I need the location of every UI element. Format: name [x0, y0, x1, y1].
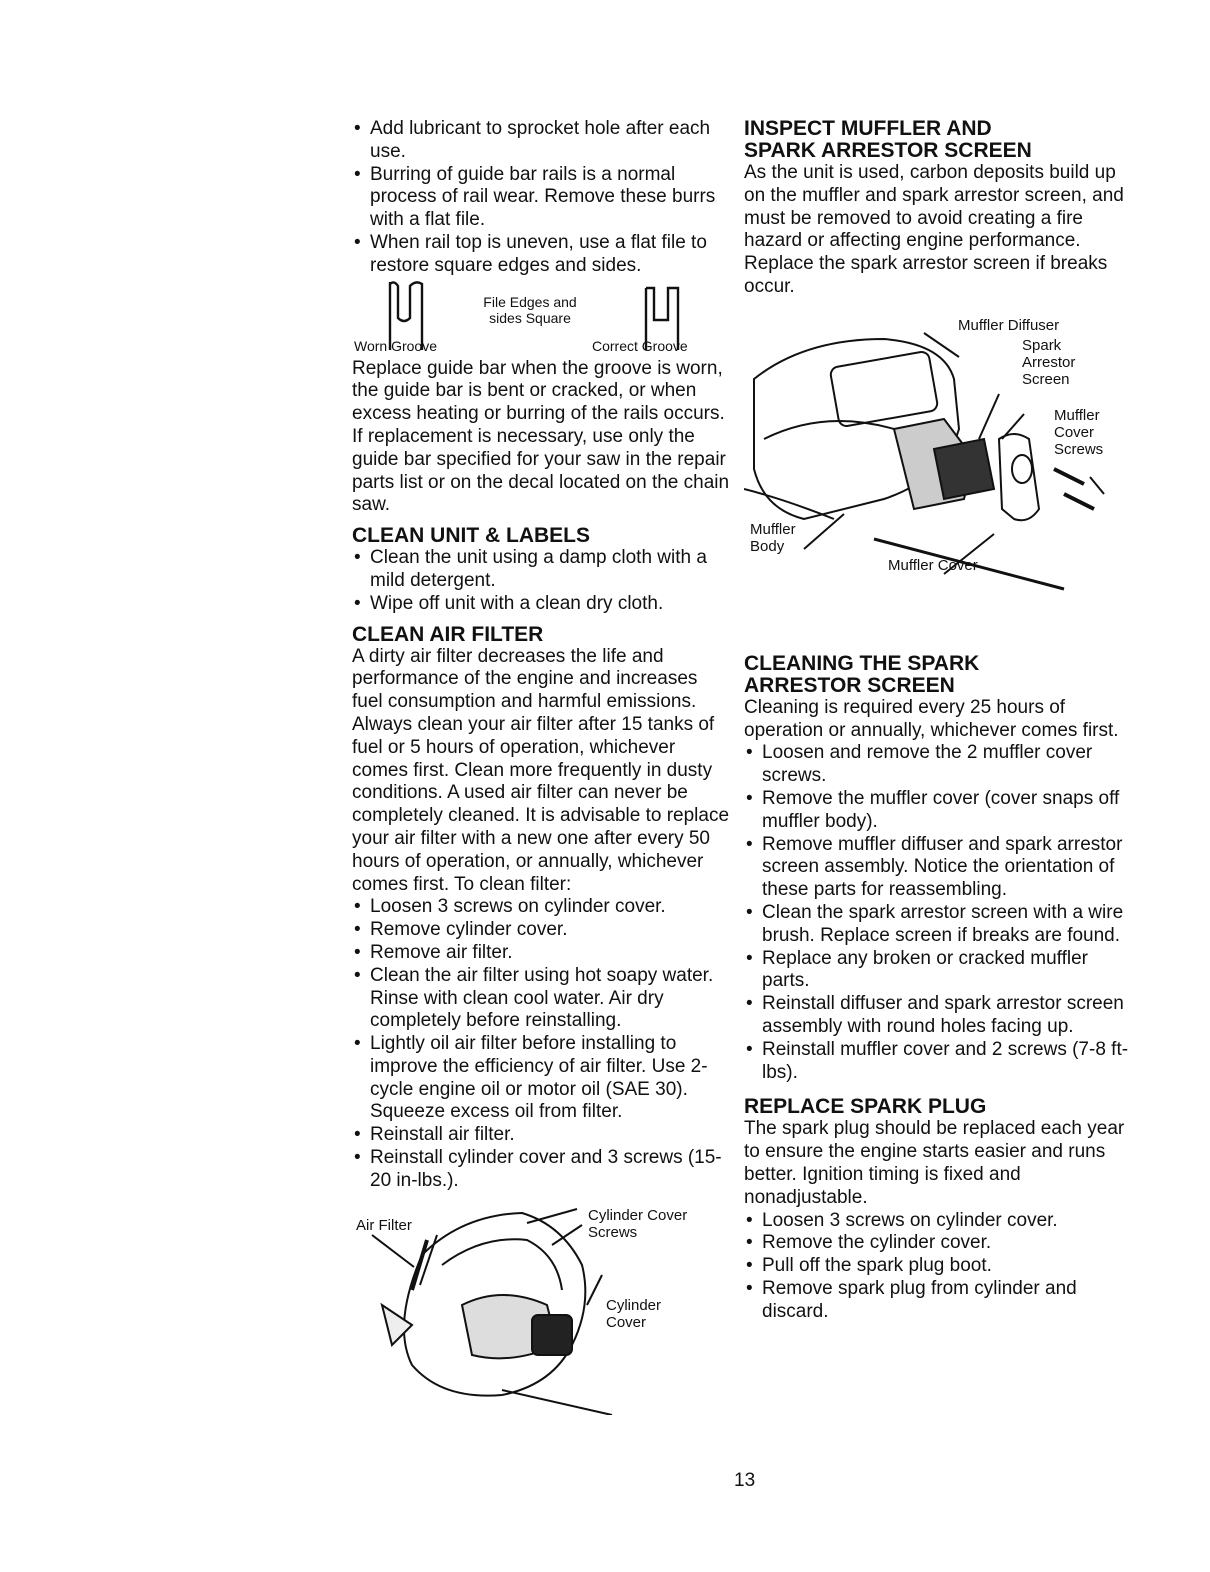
list-item: • Remove the cylinder cover.: [744, 1232, 1139, 1255]
clean-air-filter-bullets: [352, 896, 732, 1192]
list-item: • Remove muffler diffuser and spark arrestor screen assembly. Notice the orientation of these parts for reassembling.: [744, 834, 1139, 902]
clean-air-filter-heading: CLEAN AIR FILTER: [352, 622, 544, 646]
correct-groove-label: Correct Groove: [592, 337, 688, 354]
muffler-diffuser-label: Muffler Diffuser: [958, 316, 1060, 334]
list-item: • Loosen 3 screws on cylinder cover.: [352, 896, 732, 919]
inspect-muffler-text-2: Replace the spark arrestor screen if breaks occur.: [744, 253, 1108, 297]
list-item: • Clean the unit using a damp cloth with a mild detergent.: [352, 547, 732, 593]
replace-spark-plug-heading: REPLACE SPARK PLUG: [744, 1095, 987, 1119]
list-item: • Remove the muffler cover (cover snaps off muffler body).: [744, 788, 1139, 834]
list-item: • Remove air filter.: [352, 942, 732, 965]
replace-spark-plug-bullets: [744, 1210, 1139, 1324]
clean-air-filter-text: A dirty air filter decreases the life and performance of the engine and increases fuel consumption and harmful emissions. Always clean your air filter after 15 tanks of fuel or 5 hours of operation, whichever comes first. Clean more frequently in dusty conditions. A used air filter can never be completely cleaned. It is advisable to replace your air filter with a new one after every 50 hours of operation, or annually, whichever comes first. To clean filter:: [352, 645, 730, 895]
list-item: • When rail top is uneven, use a flat file to restore square edges and sides.: [352, 232, 732, 278]
clean-unit-bullets: [352, 547, 732, 615]
inspect-muffler-text: As the unit is used, carbon deposits build up on the muffler and spark arrestor screen, and must be removed to avoid creating a fire hazard or affecting engine performance.: [744, 162, 1124, 252]
list-item: • Clean the air filter using hot soapy water. Rinse with clean cool water. Air dry completely before reinstalling.: [352, 965, 732, 1033]
cleaning-spark-heading: CLEANING THE SPARK ARRESTOR SCREEN: [744, 651, 980, 697]
cleaning-spark-bullets: [744, 742, 1139, 1084]
left-column: [352, 118, 732, 1415]
list-item: • Remove cylinder cover.: [352, 919, 732, 942]
list-item: • Reinstall air filter.: [352, 1124, 732, 1147]
list-item: • Pull off the spark plug boot.: [744, 1255, 1139, 1278]
list-item: • Lightly oil air filter before installing to improve the efficiency of air filter. Use 2-cycle engine oil or motor oil (SAE 30). Squeeze excess oil from filter.: [352, 1033, 732, 1124]
muffler-figure: [744, 316, 1139, 619]
worn-groove-label: Worn Groove: [354, 337, 437, 354]
replace-spark-plug-text: The spark plug should be replaced each year to ensure the engine starts easier and runs better. Ignition timing is fixed and nonadjustable.: [744, 1118, 1125, 1208]
cleaning-spark-text: Cleaning is required every 25 hours of operation or annually, whichever comes first.: [744, 696, 1119, 741]
replace-bar-text: Replace guide bar when the groove is worn, the guide bar is bent or cracked, or when excess heating or burring of the rails occurs. If replacement is necessary, use only the guide bar specified for your saw in the repair parts list or on the decal located on the chain saw.: [352, 357, 730, 516]
list-item: • Reinstall diffuser and spark arrestor screen assembly with round holes facing up.: [744, 993, 1139, 1039]
right-column: [744, 118, 1139, 1324]
muffler-cover-screws-label: Muffler Cover Screws: [1054, 406, 1104, 458]
clean-unit-heading: CLEAN UNIT & LABELS: [352, 524, 590, 548]
air-filter-label: Air Filter: [356, 1216, 412, 1234]
file-edges-label: File Edges and sides Square: [483, 293, 577, 326]
inspect-muffler-heading: INSPECT MUFFLER AND SPARK ARRESTOR SCREEN: [744, 117, 1032, 162]
list-item: • Reinstall cylinder cover and 3 screws (15-20 in-lbs.).: [352, 1147, 732, 1193]
list-item: • Remove spark plug from cylinder and discard.: [744, 1278, 1139, 1324]
cylinder-cover-label: Cylinder Cover: [606, 1296, 662, 1331]
spark-arrestor-screen-label: Spark Arrestor Screen: [1022, 336, 1076, 388]
cylinder-cover-screws-label: Cylinder Cover Screws: [588, 1206, 688, 1241]
list-item: • Burring of guide bar rails is a normal process of rail wear. Remove these burrs with a flat file.: [352, 164, 732, 232]
groove-figure: [352, 278, 732, 358]
list-item: • Loosen and remove the 2 muffler cover screws.: [744, 742, 1139, 788]
list-item: • Replace any broken or cracked muffler parts.: [744, 948, 1139, 994]
muffler-cover-label: Muffler Cover: [888, 556, 978, 574]
list-item: • Add lubricant to sprocket hole after each use.: [352, 118, 732, 164]
air-filter-figure: [352, 1195, 732, 1415]
list-item: • Reinstall muffler cover and 2 screws (7-8 ft-lbs).: [744, 1039, 1139, 1085]
guide-bar-bullets: [352, 118, 732, 278]
list-item: • Clean the spark arrestor screen with a wire brush. Replace screen if breaks are found.: [744, 902, 1139, 948]
list-item: • Loosen 3 screws on cylinder cover.: [744, 1210, 1139, 1233]
list-item: • Wipe off unit with a clean dry cloth.: [352, 593, 732, 616]
muffler-body-label: Muffler Body: [750, 520, 796, 555]
page-number: 13: [734, 1470, 756, 1491]
